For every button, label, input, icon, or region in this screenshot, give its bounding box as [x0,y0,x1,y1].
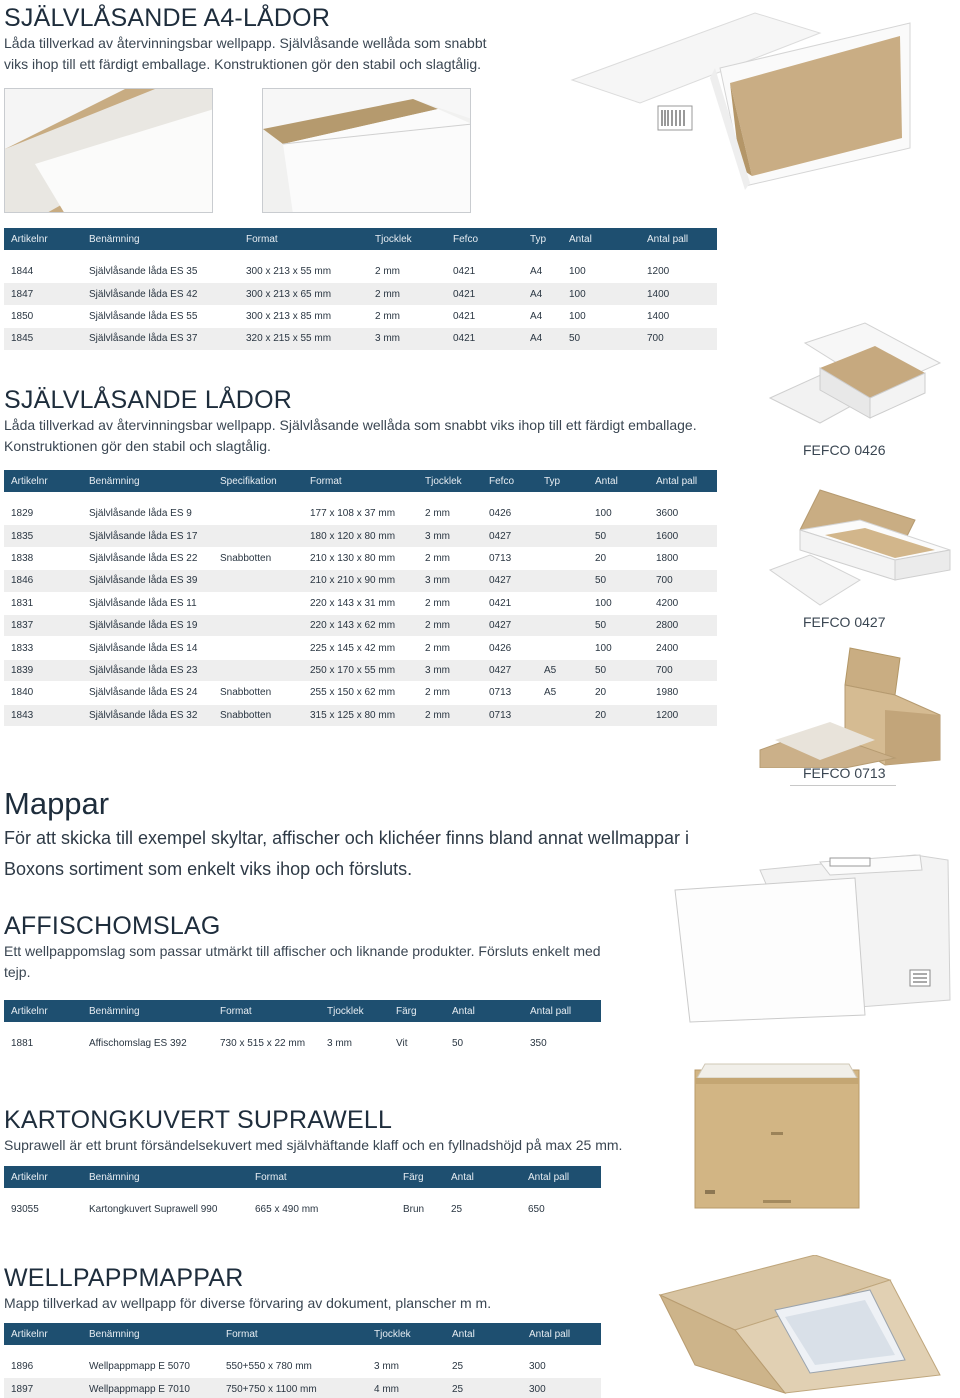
box-photo-fefco-0713 [755,640,955,768]
cell: 0426 [482,502,537,524]
cell: Wellpappmapp E 7010 [82,1377,219,1398]
box-photo-fefco-0426 [765,318,955,438]
cell: 750+750 x 1100 mm [219,1377,367,1398]
cell: Självlåsande låda ES 14 [82,636,213,658]
table-row [4,659,717,681]
cell: 1600 [649,524,717,546]
cell: 0427 [482,659,537,681]
cell: 320 x 215 x 55 mm [239,327,368,349]
cell: 20 [588,681,649,703]
col-header: Antal [562,228,640,250]
table-row [4,614,717,636]
cell [537,592,588,614]
fefco-label-0713: FEFCO 0713 [803,765,886,781]
cell: 0421 [446,282,523,304]
cell: 700 [649,659,717,681]
table-row [4,592,717,614]
cell: 300 [522,1377,601,1398]
cell: 2 mm [418,614,482,636]
table-row [4,524,717,546]
table-lador [4,470,717,726]
cell [537,636,588,658]
col-header: Artikelnr [4,228,82,250]
cell: Brun [396,1198,444,1220]
cell: 50 [588,659,649,681]
cell: 3 mm [418,524,482,546]
cell: 2 mm [368,282,446,304]
col-header: Typ [523,228,562,250]
col-header: Tjocklek [367,1323,445,1345]
cell: 0426 [482,636,537,658]
cell [537,547,588,569]
col-header: Antal [588,470,649,492]
col-header: Antal pall [640,228,717,250]
cell: 0713 [482,704,537,726]
cell: 300 x 213 x 85 mm [239,305,368,327]
cell: 2 mm [418,592,482,614]
cell: 315 x 125 x 80 mm [303,704,418,726]
cell: 2 mm [418,636,482,658]
cell: 1400 [640,305,717,327]
cell: 2 mm [368,305,446,327]
cell: 50 [588,569,649,591]
cell: 100 [562,260,640,282]
col-header: Benämning [82,1323,219,1345]
section-title-a4: SJÄLVLÅSANDE A4-LÅDOR [4,4,331,32]
cell: 300 x 213 x 55 mm [239,260,368,282]
cell [213,569,303,591]
col-header: Antal pall [522,1323,601,1345]
col-header: Fefco [482,470,537,492]
cell: 50 [588,524,649,546]
cell: 700 [640,327,717,349]
cell: 1829 [4,502,82,524]
cell: 1845 [4,327,82,349]
cell: 3 mm [368,327,446,349]
cell [213,524,303,546]
cell: 350 [523,1032,601,1054]
cell: Självlåsande låda ES 39 [82,569,213,591]
cell: Självlåsande låda ES 55 [82,305,239,327]
col-header: Antal pall [523,1000,601,1022]
section-title-lador: SJÄLVLÅSANDE LÅDOR [4,386,292,414]
cell: 2 mm [418,547,482,569]
cell: 220 x 143 x 31 mm [303,592,418,614]
col-header: Artikelnr [4,1166,82,1188]
cell: 0421 [482,592,537,614]
cell: 700 [649,569,717,591]
cell: 1881 [4,1032,82,1054]
table-kartongkuvert [4,1166,601,1220]
cell: 1200 [640,260,717,282]
table-header-row [4,1000,601,1022]
cell: 1833 [4,636,82,658]
col-header: Format [248,1166,396,1188]
col-header: Artikelnr [4,1000,82,1022]
section-title-kartongkuvert: KARTONGKUVERT SUPRAWELL [4,1106,393,1134]
col-header: Format [213,1000,320,1022]
table-row [4,305,717,327]
table-header-row [4,228,717,250]
cell: Snabbotten [213,681,303,703]
cell [213,636,303,658]
section-desc-mappar-1: För att skicka till exempel skyltar, affischer och klichéer finns bland annat wellmappar i [4,828,689,848]
table-row [4,569,717,591]
cell: 0421 [446,260,523,282]
section-title-wellpappmappar: WELLPAPPMAPPAR [4,1264,244,1292]
cell: A5 [537,659,588,681]
cell: 100 [562,282,640,304]
cell: Självlåsande låda ES 42 [82,282,239,304]
cell: Affischomslag ES 392 [82,1032,213,1054]
cell: 0421 [446,305,523,327]
cell: Wellpappmapp E 5070 [82,1355,219,1377]
cell: Vit [389,1032,445,1054]
cell: 1831 [4,592,82,614]
table-row [4,260,717,282]
cell: 225 x 145 x 42 mm [303,636,418,658]
cell: Självlåsande låda ES 11 [82,592,213,614]
cell: 3 mm [418,569,482,591]
cell: 3 mm [367,1355,445,1377]
cell: 180 x 120 x 80 mm [303,524,418,546]
cell: Snabbotten [213,547,303,569]
col-header: Benämning [82,228,239,250]
cell: 665 x 490 mm [248,1198,396,1220]
cell: 50 [562,327,640,349]
section-desc-affischomslag-1: Ett wellpappomslag som passar utmärkt till affischer och liknande produkter. Försluts enkelt med [4,943,601,959]
col-header: Antal pall [649,470,717,492]
col-header: Artikelnr [4,1323,82,1345]
cell: 2 mm [418,502,482,524]
table-header-row [4,1323,601,1345]
cell: 100 [588,502,649,524]
cell: 25 [445,1355,522,1377]
table-row [4,1355,601,1377]
cell: 2400 [649,636,717,658]
table-row [4,704,717,726]
cell: Självlåsande låda ES 37 [82,327,239,349]
cell: 2 mm [418,704,482,726]
envelope-photo [693,1062,861,1210]
col-header: Tjocklek [418,470,482,492]
table-row [4,282,717,304]
col-header: Tjocklek [368,228,446,250]
col-header: Benämning [82,470,213,492]
cell [537,704,588,726]
cell: 177 x 108 x 37 mm [303,502,418,524]
section-desc-kartongkuvert: Suprawell är ett brunt försändelsekuvert med självhäftande klaff och en fyllnadshöjd på max 25 mm. [4,1137,623,1153]
col-header: Färg [389,1000,445,1022]
table-row [4,502,717,524]
col-header: Typ [537,470,588,492]
table-header-row [4,1166,601,1188]
cell: 2800 [649,614,717,636]
col-header: Antal [445,1323,522,1345]
cell: A4 [523,282,562,304]
cell: 0421 [446,327,523,349]
table-a4 [4,228,717,350]
cell: 1850 [4,305,82,327]
cell: 250 x 170 x 55 mm [303,659,418,681]
cell: 1896 [4,1355,82,1377]
col-header: Antal [444,1166,521,1188]
cell: 210 x 130 x 80 mm [303,547,418,569]
cell: 2 mm [418,681,482,703]
cell: 1897 [4,1377,82,1398]
cell: Självlåsande låda ES 23 [82,659,213,681]
col-header: Format [219,1323,367,1345]
cell: 0713 [482,681,537,703]
table-row [4,681,717,703]
cell: 1835 [4,524,82,546]
col-header: Format [303,470,418,492]
cell: 1800 [649,547,717,569]
cell: 93055 [4,1198,82,1220]
col-header: Specifikation [213,470,303,492]
section-title-mappar: Mappar [4,786,110,821]
cell: 1846 [4,569,82,591]
divider [790,785,896,786]
box-photo-open-a4 [570,8,950,193]
cell: 1400 [640,282,717,304]
cell: 50 [588,614,649,636]
cell: Självlåsande låda ES 24 [82,681,213,703]
table-wellpappmappar [4,1323,601,1398]
fefco-label-0427: FEFCO 0427 [803,614,886,630]
cell: A4 [523,327,562,349]
cell: Självlåsande låda ES 32 [82,704,213,726]
table-affischomslag [4,1000,601,1054]
cell: A4 [523,260,562,282]
cell: A5 [537,681,588,703]
cell: A4 [523,305,562,327]
cell: 1844 [4,260,82,282]
cell: 650 [521,1198,601,1220]
section-desc-lador-1: Låda tillverkad av återvinningsbar wellpapp. Självlåsande wellåda som snabbt viks ihop till ett färdigt emballage. [4,417,697,433]
cell: 20 [588,547,649,569]
cell: 1839 [4,659,82,681]
cell: 0427 [482,614,537,636]
cell: 1980 [649,681,717,703]
cell: 100 [588,636,649,658]
cell: 25 [445,1377,522,1398]
col-header: Färg [396,1166,444,1188]
cell: 50 [445,1032,523,1054]
table-row [4,1198,601,1220]
cell: Snabbotten [213,704,303,726]
cell: Självlåsande låda ES 19 [82,614,213,636]
col-header: Format [239,228,368,250]
cell [213,659,303,681]
cell: Självlåsande låda ES 17 [82,524,213,546]
section-desc-mappar-2: Boxons sortiment som enkelt viks ihop och försluts. [4,859,413,879]
cell: 255 x 150 x 62 mm [303,681,418,703]
section-title-affischomslag: AFFISCHOMSLAG [4,912,221,940]
section-desc-wellpappmappar: Mapp tillverkad av wellpapp för diverse förvaring av dokument, planscher m m. [4,1295,492,1311]
col-header: Antal pall [521,1166,601,1188]
cell: Kartongkuvert Suprawell 990 [82,1198,248,1220]
cell: 300 [522,1355,601,1377]
cell: Självlåsande låda ES 35 [82,260,239,282]
cell: 1200 [649,704,717,726]
cell: 3 mm [320,1032,389,1054]
table-row [4,636,717,658]
table-row [4,327,717,349]
box-photo-fefco-0427 [765,480,955,615]
cell [537,524,588,546]
fefco-label-0426: FEFCO 0426 [803,442,886,458]
cell: 300 x 213 x 65 mm [239,282,368,304]
section-desc-a4: Låda tillverkad av återvinningsbar wellpapp. Självlåsande wellåda som snabbt viks ihop till ett färdigt emballage. Konstruktionen gör den stabil och slagtålig. [4,35,487,72]
cell [213,502,303,524]
cell: 0427 [482,524,537,546]
cell: 220 x 143 x 62 mm [303,614,418,636]
cell: 1843 [4,704,82,726]
cell: 25 [444,1198,521,1220]
cell: 1838 [4,547,82,569]
col-header: Antal [445,1000,523,1022]
cell: 730 x 515 x 22 mm [213,1032,320,1054]
cell: 0427 [482,569,537,591]
cell [213,614,303,636]
col-header: Tjocklek [320,1000,389,1022]
section-desc-lador-2: Konstruktionen gör den stabil och slagtålig. [4,438,271,454]
col-header: Artikelnr [4,470,82,492]
col-header: Benämning [82,1166,248,1188]
cell: 100 [562,305,640,327]
cell: 550+550 x 780 mm [219,1355,367,1377]
cell [537,502,588,524]
cell [537,569,588,591]
box-photo-flap [4,88,213,213]
table-header-row [4,470,717,492]
cell [213,592,303,614]
cell: Självlåsande låda ES 22 [82,547,213,569]
cell: 4 mm [367,1377,445,1398]
cell [537,614,588,636]
col-header: Benämning [82,1000,213,1022]
cell: 2 mm [368,260,446,282]
cell: Självlåsande låda ES 9 [82,502,213,524]
cell: 4200 [649,592,717,614]
cell: 3600 [649,502,717,524]
poster-folder-photo [670,850,955,1025]
cell: 1840 [4,681,82,703]
table-row [4,1377,601,1398]
cell: 210 x 210 x 90 mm [303,569,418,591]
cell: 20 [588,704,649,726]
cell: 100 [588,592,649,614]
section-desc-affischomslag-2: tejp. [4,964,31,980]
cell: 1847 [4,282,82,304]
cell: 0713 [482,547,537,569]
col-header: Fefco [446,228,523,250]
table-row [4,1032,601,1054]
cell: 3 mm [418,659,482,681]
cardboard-folder-photo [655,1255,955,1395]
table-row [4,547,717,569]
box-photo-closed [262,88,471,213]
cell: 1837 [4,614,82,636]
